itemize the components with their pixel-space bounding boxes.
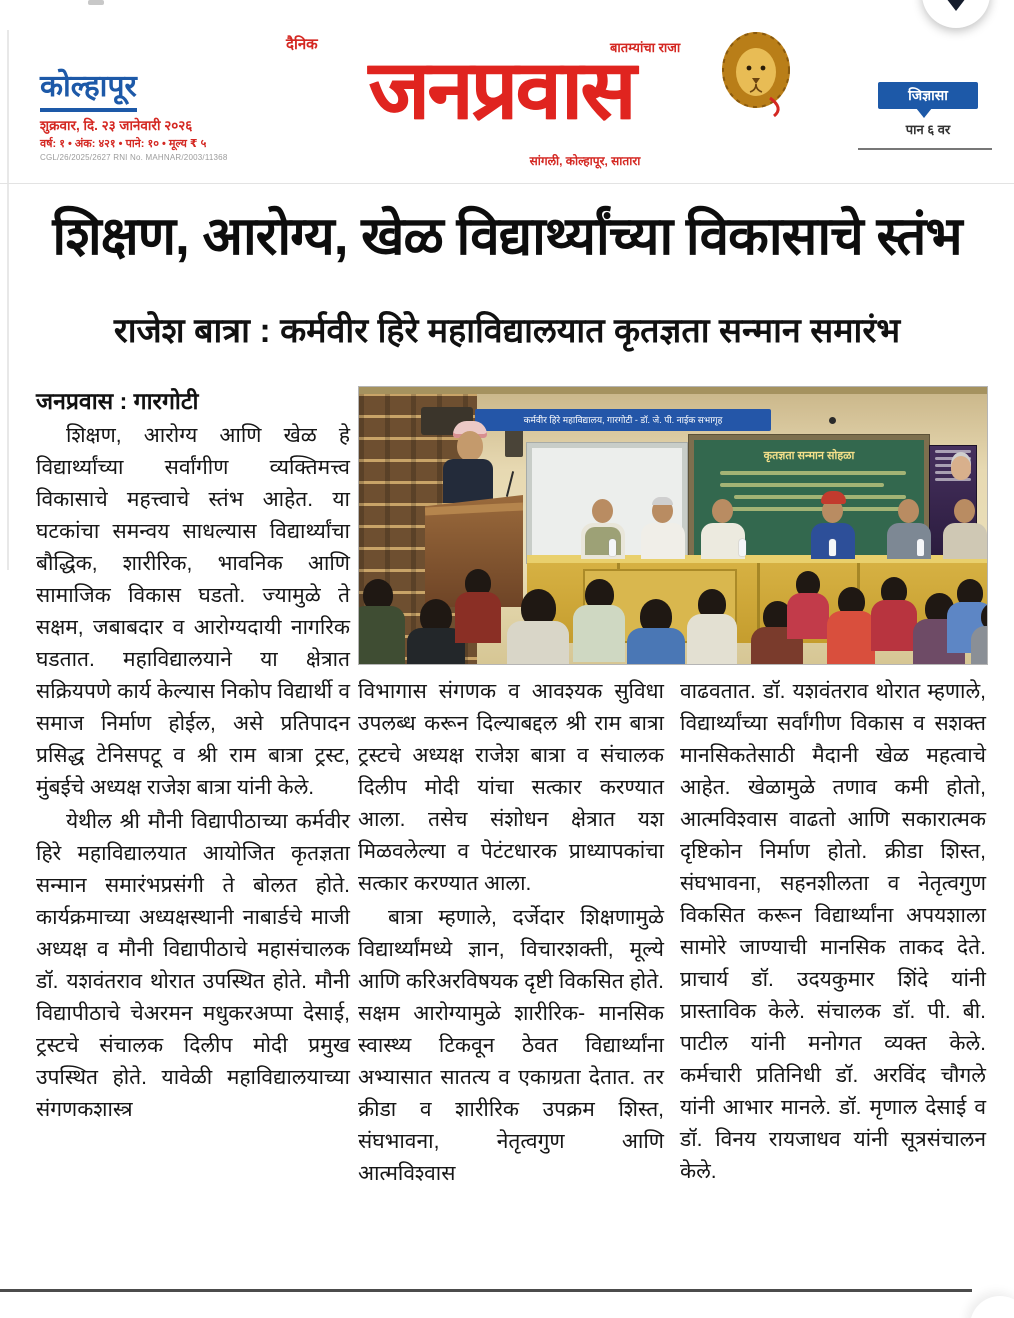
date-line: शुक्रवार, दि. २३ जानेवारी २०२६: [40, 118, 193, 133]
viewer-artifact: [88, 0, 104, 5]
photo-water-bottle: [609, 539, 616, 556]
rni-registration-line: CGL/26/2025/2627 RNI No. MAHNAR/2003/11368: [40, 153, 228, 162]
edition-label: कोल्हापूर: [40, 64, 137, 112]
masthead-tagline: बातम्यांचा राजा: [610, 40, 681, 55]
photo-head: [457, 431, 483, 461]
issue-line: वर्ष: १ • अंक: ४२१ • पाने: १० • मूल्य ₹ ५: [40, 138, 207, 150]
photo-water-bottle: [829, 539, 836, 556]
photo-chalk-line: [720, 507, 906, 511]
article-column-3: [680, 676, 986, 1188]
paragraph: बात्रा म्हणाले, दर्जेदार शिक्षणामुळे विद्यार्थ्यांमध्ये ज्ञान, विचारशक्ती, मूल्ये आणि करिअरविषयक दृष्टी विकसित होते. सक्षम आरोग्यामुळे शारीरिक- मानसिक स्वास्थ्य टिकवून ठेवत विद्यार्थ्यांना अभ्यासात सातत्य व एकाग्रता देतात. तर क्रीडा व शारीरिक उपक्रम शिस्त, संघभावना, नेतृत्वगुण आणि आत्मविश्वास: [358, 906, 664, 1185]
photo-hall-banner: कर्मवीर हिरे महाविद्यालय, गारगोटी - डॉ. जे. पी. नाईक सभागृह: [475, 409, 771, 431]
photo-board-title: कृतज्ञता सन्मान सोहळा: [763, 450, 855, 462]
bottom-rule: [0, 1289, 972, 1292]
promo-box[interactable]: जिज्ञासा: [878, 82, 978, 109]
photo-chalk-line: [720, 483, 884, 487]
article-column-1: [36, 420, 350, 1126]
photo-ceiling: [359, 387, 987, 394]
photo-poster-text: [935, 450, 971, 453]
lion-icon: [714, 28, 798, 118]
photo-torso: [443, 459, 493, 503]
subheadline: राजेश बात्रा : कर्मवीर हिरे महाविद्यालयात कृतज्ञता सन्मान समारंभ: [113, 312, 901, 350]
scan-edge: [7, 30, 9, 570]
photo-chalk-line: [734, 495, 906, 499]
promo-page-label: पान ६ वर: [905, 122, 951, 137]
event-photo: [358, 386, 988, 665]
newspaper-logo: जनप्रवास: [368, 45, 634, 136]
byline: जनप्रवास : गारगोटी: [36, 388, 199, 414]
paragraph: वाढवतात. डॉ. यशवंतराव थोरात म्हणाले, विद्यार्थ्यांच्या सर्वांगीण विकास व सशक्त मानसिकतेसाठी मैदानी खेळ महत्वाचे आहेत. खेळामुळे तणाव कमी होतो, आत्मविश्वास वाढतो आणि सकारात्मक दृष्टिकोन निर्माण होतो. क्रीडा शिस्त, संघभावना, सहनशीलता व नेतृत्वगुण विकसित करून विद्यार्थ्यांना अपयशाला सामोरे जाण्याची मानसिक ताकद देते. प्राचार्य डॉ. उदयकुमार शिंदे यांनी प्रास्ताविक केले. संचालक डॉ. पी. बी. पाटील यांनी मनोगत व्यक्त केले. कर्मचारी प्रतिनिधी डॉ. अरविंद चौगले यांनी आभार मानले. डॉ. मृणाल देसाई व डॉ. विनय रायजाधव यांनी सूत्रसंचालन केले.: [680, 680, 986, 1183]
photo-microphone: [506, 471, 514, 497]
photo-chalk-line: [720, 471, 906, 475]
daily-label: दैनिक: [286, 36, 318, 53]
headline: शिक्षण, आरोग्य, खेळ विद्यार्थ्यांच्या विकासाचे स्तंभ: [52, 207, 962, 266]
photo-water-bottle: [739, 539, 746, 556]
chevron-down-icon: [946, 0, 966, 11]
viewer-corner-shadow: [970, 1296, 1014, 1318]
photo-poster-portrait: [951, 456, 971, 480]
article-column-2: [358, 676, 664, 1190]
paragraph: विभागास संगणक व आवश्यक सुविधा उपलब्ध करून दिल्याबद्दल श्री राम बात्रा ट्रस्टचे अध्यक्ष राजेश बात्रा व संचालक दिलीप मोदी यांचा सत्कार करण्यात आला. तसेच संशोधन क्षेत्रात यश मिळवलेल्या व पेटंटधारक प्राध्यापकांचा सत्कार करण्यात आला.: [358, 680, 664, 895]
promo-divider: [858, 148, 992, 150]
masthead-cities: सांगली, कोल्हापूर, सातारा: [529, 154, 641, 168]
paragraph: शिक्षण, आरोग्य आणि खेळ हे विद्यार्थ्यांच्या सर्वांगीण व्यक्तिमत्त्व विकासाचे महत्त्वाचे स्तंभ आहेत. या घटकांचा समन्वय साधल्यास विद्यार्थ्यांचा बौद्धिक, शारीरिक, भावनिक आणि सामाजिक विकास घडतो. ज्यामुळे ते सक्षम, जबाबदार व आरोग्यदायी नागरिक घडतात. महाविद्यालयाने या क्षेत्रात सक्रियपणे कार्य केल्यास निकोप विद्यार्थी व समाज निर्माण होईल, असे प्रतिपादन प्रसिद्ध टेनिसपटू व श्री राम बात्रा ट्रस्ट, मुंबईचे अध्यक्ष राजेश बात्रा यांनी केले.: [36, 424, 350, 799]
paragraph: येथील श्री मौनी विद्यापीठाच्या कर्मवीर हिरे महाविद्यालयात आयोजित कृतज्ञता सन्मान समारंभप्रसंगी ते बोलत होते. कार्यक्रमाच्या अध्यक्षस्थानी नाबार्डचे माजी अध्यक्ष व मौनी विद्यापीठाचे महासंचालक डॉ. यशवंतराव थोरात उपस्थित होते. मौनी विद्यापीठाचे चेअरमन मधुकरअप्पा देसाई, ट्रस्टचे संचालक दिलीप मोदी प्रमुख उपस्थित होते. यावेळी महाविद्यालयाच्या संगणकशास्त्र: [36, 810, 350, 1121]
photo-water-bottle: [917, 539, 924, 556]
photo-camera-dot: [829, 417, 836, 424]
scroll-down-button[interactable]: [922, 0, 990, 28]
masthead-separator: [0, 183, 1014, 184]
